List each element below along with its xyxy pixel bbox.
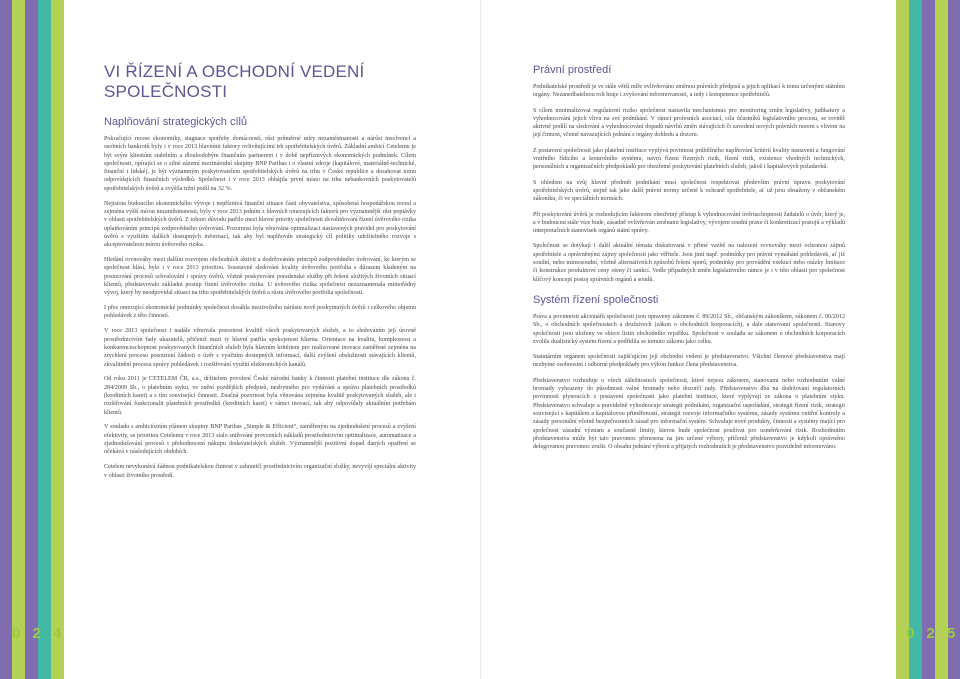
paragraph: S cílem minimalizovat regulatorní riziko společnost nastavila mechanismus pro monitoring změn legislativy, judikatury a vyhodnocování jejich vlivu na své podnikání. V rámci profesních asociací, cílu účastníků legislativního procesu, se rovněž aktivně podílí na sledování a vyhodnocování dopadů návrhů změn stávajících či zavedení nových právních norem s vlivem na její činnost, včetně navazujících jednání s orgány dohledu a dozoru. [533, 107, 845, 139]
page-number-left: 0 2 4 [12, 625, 66, 642]
stripe-green [935, 0, 948, 679]
paragraph: Od roku 2011 je CETELEM ČR, a.s., držitelem povolení České národní banky k činnosti platební instituce dle zákona č. 284/2009 Sb., o platebním styku, ve znění pozdějších předpisů, nezbytného pro vydávání a správu platebních prostředků (kreditních karet) a s tím související činnosti. Značná pozornost byla věnována zejména kvalitě poskytovaných služeb, ale i rozšiřování funkcionalit platebních prostředků (kreditních karet) v rámci inovací, tak aby odpovídaly aktuálním potřebám klientů. [104, 376, 416, 416]
stripe-teal [38, 0, 51, 679]
right-column [533, 64, 845, 458]
paragraph: V roce 2013 společnost i nadále věnovala pozornost kvalitě všech poskytovaných služeb, a to sledováním její úrovně prostřednictvím řady ukazatelů, přičemž mezi ty hlavní patřila spokojenost klienta. Orientace na kvalitu, komplexnost a konkurenceschopnost poskytovaných finančních služeb byla hlavním kritériem pro realizované inovace zaměřené zejména na zrychlení procesu posouzení žádosti o úvěr s využitím dostupných informací, další zvýšení obslužnosti stávajících klientů, zkvalitnění procesu správy pohledávek i rozšiřování využití elektronických kanálů. [104, 328, 416, 368]
paragraph: Hledání rovnováhy mezi dalším rozvojem obchodních aktivit a dodržováním principů zodpovědného úvěrování, ke kterým se společnost hlásí, bylo i v roce 2013 prioritou. Soustavné sledování kvality úvěrového portfolia s důrazem kladeným na posuzování procesů schvalování i správy úvěrů, včetně poskytování poradenské služby při řešení složitých životních situací klientů, představovalo základní postup řízení úvěrového rizika. U úvěrového rizika společnost nezaznamenala mimořádný vývoj, který by neodpovídal situaci na trhu spotřebitelských úvěrů a růstu úvěrového portfolia společnosti. [104, 257, 416, 297]
paragraph: Nejistota budoucího ekonomického vývoje i nepříznivá finanční situace části obyvatelstva, způsobená hospodářskou recesí a zejména vyšší mírou nezaměstnanosti, byly v roce 2013 jedním z hlavních omezujících faktorů pro významnější růst poptávky v oblasti spotřebitelských úvěrů. Z tohoto důvodu patřilo mezi hlavní priority společnosti zkvalitňování řízení úvěrového rizika uplatňováním principů zodpovědného úvěrování. Pozornost byla věnována optimalizaci nastavených pravidel pro poskytování úvěrů s využitím dalších dostupných informací, tak aby byl naplňován strategický cíl politiky udržitelného rozvoje s akceptovatelnou mírou úvěrového rizika. [104, 200, 416, 249]
paragraph: Cetelem nevykonává žádnou podnikatelskou činnost v zahraničí prostřednictvím organizační složky, nevyvíjí speciální aktivity v oblasti životního prostředí. [104, 464, 416, 479]
paragraph: S ohledem na svůj hlavní předmět podnikání musí společnost respektovat především právní úpravu poskytování spotřebitelských úvěrů, stejně tak jako další právní normy určené k ochraně spotřebitele, ať už jsou obsaženy v občanském zákoníku, či ve speciálních normách. [533, 179, 845, 203]
section-heading-legal-environment: Právní prostředí [533, 64, 612, 76]
stripe-green [896, 0, 909, 679]
left-column [104, 62, 416, 486]
paragraph: V souladu s ambiciózním plánem skupiny BNP Paribas „Simple & Efficient“, zaměřeným na zjednodušení procesů a zvýšení efektivity, se prioritou Cetelemu v roce 2013 stalo snižování provozních nákladů prostřednictvím optimalizace, automatizace a zjednodušování procesů i přehodnocení nákupu dodavatelských služeb. Významnější pozitivní dopad daných opatření se očekává v následujících obdobích. [104, 424, 416, 456]
paragraph: Společnost se dotýkají i další aktuální témata diskutovaná v přímé vazbě na nalezení rovnováhy mezi ochranou zájmů spotřebitele a oprávněnými zájmy společnosti jako věřitele. Jsou jimi např. podmínky pro právní vymáhání pohledávek, ať již soudní, nebo mimosoudní, včetně alternativních způsobů řešení sporů, podmínky pro provádění exekucí nebo otázky limitace či konstrukce produktové ceny oteny či sankcí. Vedle případných změn legislativního rámce je i v této oblasti pro společnost klíčový koncept postoj správních orgánů a soudů. [533, 243, 845, 283]
stripe-purple [948, 0, 960, 679]
stripe-green [51, 0, 64, 679]
stripe-green [12, 0, 25, 679]
chapter-title: VI ŘÍZENÍ A OBCHODNÍ VEDENÍ SPOLEČNOSTI [104, 62, 365, 101]
paragraph: Představenstvo rozhoduje o všech záležitostech společnosti, které nejsou zákonem, stanovami nebo rozhodnutím valné hromady vyhrazeny do působnosti valné hromady nebo dozorčí rady. Představenstvo dbá na dodržování regulatorních povinností plynoucích z postavení společnosti jako platební instituce, které vyplývají ze zákona o platebním styku. Představenstvo schvaluje a pravidelně vyhodnocuje strategii podnikání, organizační uspořádání, strategii řízení rizik, strategii související s kapitálem a kapitálovou přiměřeností, strategii rozvoje informačního systému, zásady systému vnitřní kontroly a zásady personální včetně bezpečnostních zásad pro informační systém. Schvaluje nové produkty, činnosti a systémy mající pro společnost zásadní význam a současně limity, kterou bude společnost používat pro usměrňování rizik. Rozhodnutím představenstva může být tato pravomoc přenesena na jim určené výbory, přičemž představenstvo je kdykoli oprávněno delegovanou pravomoc zrušit. O obsahu jednání výborů a přijatých rozhodnutích je představenstvo pravidelně informováno. [533, 377, 845, 451]
page-left [64, 0, 480, 679]
paragraph: Podnikatelské prostředí je ve stále větší míře ovlivňováno změnou právních předpisů a jejich aplikací k tomu určenými státními orgány. Nezanedbatelnou roli hraje i zvyšování informovanosti, a tedy i kompetence spotřebitelů. [533, 84, 845, 99]
page-number-right: 0 2 5 [906, 625, 960, 642]
paragraph: Práva a povinnosti akcionářů společnosti jsou upraveny zákonem č. 89/2012 Sb., občanským zákoníkem, zákonem č. 90/2012 Sb., o obchodních společnostech a družstvech (zákon o obchodních korporacích), a dále stanovami společnosti. Stanovy společnosti jsou uloženy ve sbírce listin obchodního rejstříku. Společnost v souladu se zákonem o obchodních korporacích zvolila dualistický systém řízení a podřídila se tomuto zákonu jako celku. [533, 313, 845, 345]
paragraph: Statutárním orgánem společnosti zajišťujícím její obchodní vedení je představenstvo. Všichni členové představenstva mají nezbytné osobnostní i odborné předpoklady pro výkon funkce člena představenstva. [533, 354, 845, 369]
paragraph: Při poskytování úvěrů je rozhodujícím faktorem obezřetný přístup k vyhodnocování úvěruschopnosti žadatelů o úvěr, který je, a v budoucnu stále více bude, zásadně ovlivňován změnami legislativy, vývojem soudní praxe či konkretizací postojů a výkladů interpretačních stanovisek orgánů státní správy. [533, 211, 845, 235]
stripe-purple [0, 0, 12, 679]
page-right [480, 0, 896, 679]
paragraph: Pokračující recese ekonomiky, stagnace spotřeby domácností, růst průměrné míry nezaměstnanosti a nárůst insolvencí a osobních bankrotů byly i v roce 2013 hlavními faktory ovlivňujícími trh spotřebitelských úvěrů. Základní ambicí Cetelemu je být svým klientům stabilním a dlouhodobým finančním partnerem i v době nepříznivých ekonomických podmínek. Cílem společnosti, opírající se o silné zázemí mezinárodní skupiny BNP Paribas i o vlastní zdroje (kapitálové, materiálně-technické, finanční i lidské), je být významným poskytovatelem spotřebitelských úvěrů na trhu v České republice a dosahovat tomu odpovídajících finančních výsledků. Společnost i v roce 2013 obhájila první místo na trhu nebankovních poskytovatelů spotřebitelských úvěrů a zvýšila tržní podíl na 32 %. [104, 136, 416, 192]
section-heading-management-system: Systém řízení společnosti [533, 293, 659, 306]
paragraph: Z postavení společnosti jako platební instituce vyplývá povinnost průběžného naplňování kritérií kvality nastavení a fungování vnitřního řídicího a kontrolního systému, návrů řízení řízených rizik, řízení rizik, existence vhodných technických, personálních a organizačních předpokladů pro obezřetné poskytování platebních služeb, jakož i kapitálových požadavků. [533, 147, 845, 171]
stripe-purple [922, 0, 935, 679]
paragraph: I přes omezující ekonomické podmínky společnost dosáhla meziročního nárůstu nově poskytnutých úvěrů i celkového objemu pohledávek z těto činností. [104, 305, 416, 320]
stripe-purple [25, 0, 38, 679]
section-heading-strategic-goals: Naplňování strategických cílů [104, 116, 248, 128]
stripe-teal [909, 0, 922, 679]
